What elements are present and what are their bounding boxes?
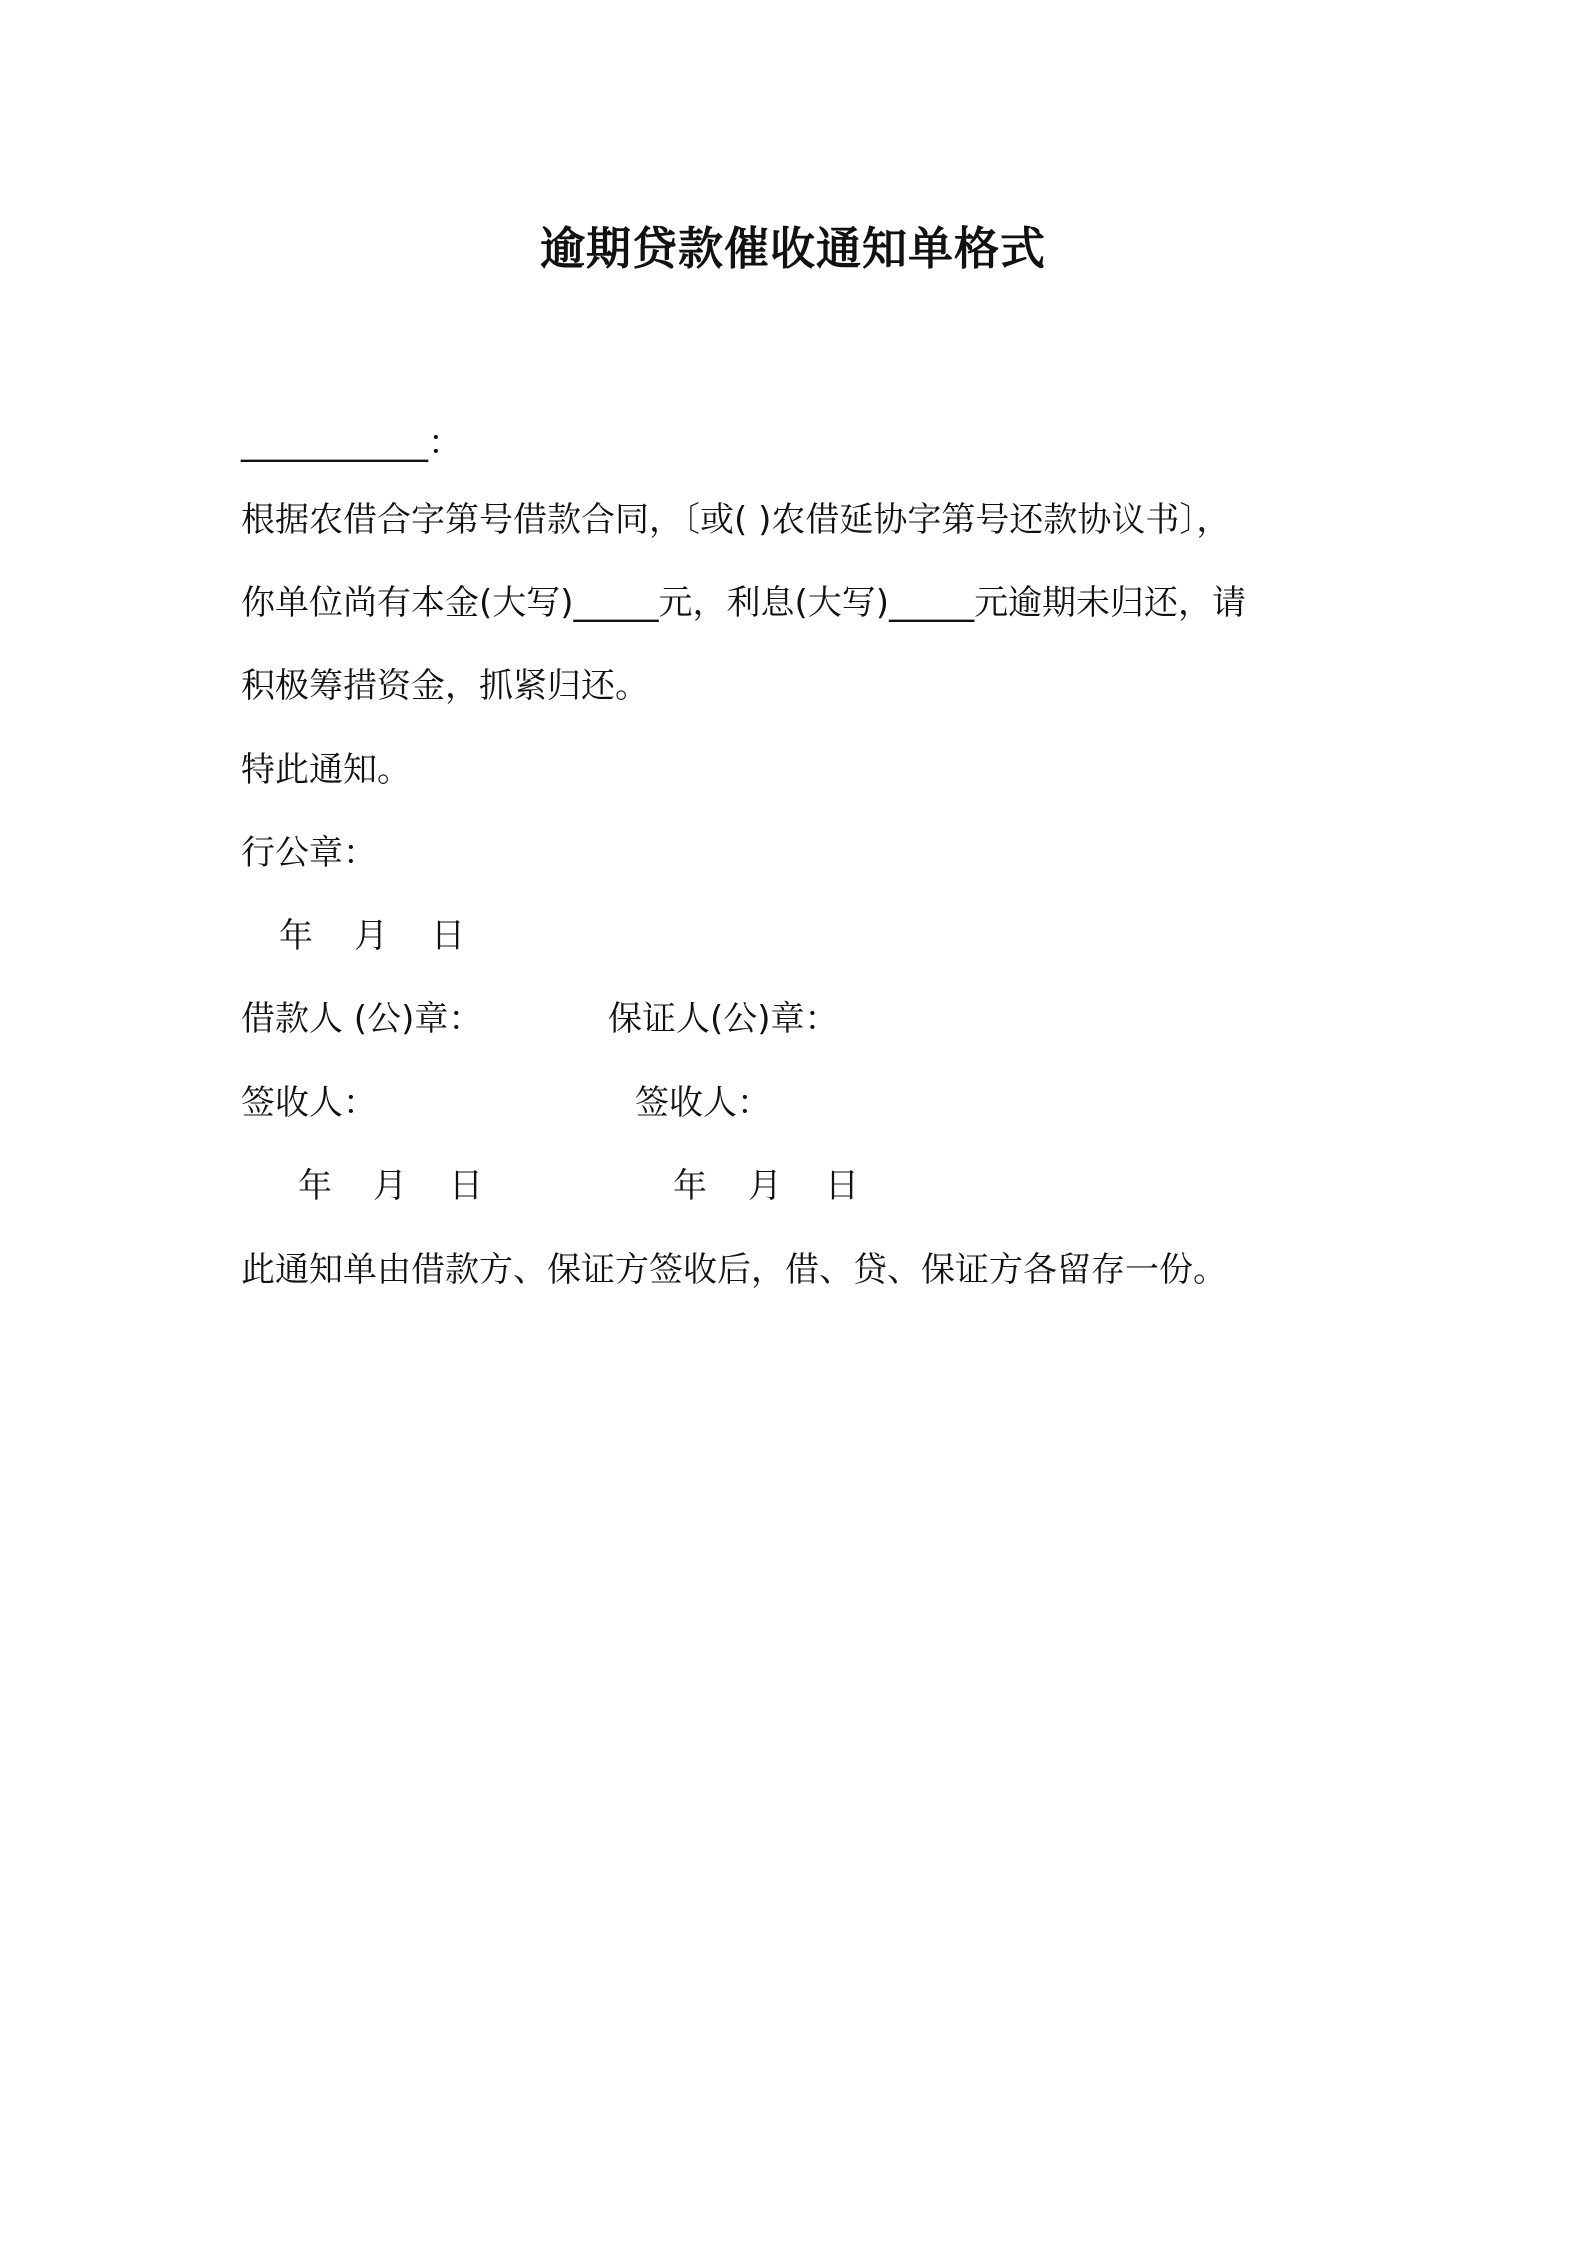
borrower-date-month: 月 [373, 1166, 407, 1206]
guarantor-seal-label: 保证人(公)章： [608, 999, 839, 1039]
borrower-seal-label: 借款人 (公)章： [241, 999, 483, 1039]
guarantor-date-month: 月 [748, 1166, 782, 1206]
guarantor-date-day: 日 [825, 1166, 859, 1206]
paragraph-line-3: 积极筹措资金，抓紧归还。 [241, 666, 649, 706]
guarantor-signer-label: 签收人： [635, 1083, 771, 1123]
overdue-text: 元逾期未归还，请 [974, 583, 1247, 623]
addressee-colon: ： [428, 423, 462, 463]
bank-seal-label: 行公章： [241, 833, 377, 873]
bank-date-year: 年 [279, 916, 313, 956]
bank-date-day: 日 [431, 916, 465, 956]
addressee-blank: ___________ [241, 423, 428, 463]
addressee-line [241, 420, 462, 466]
borrower-signer-label: 签收人： [241, 1083, 377, 1123]
interest-label: 元，利息(大写) [658, 583, 890, 623]
principal-label: 你单位尚有本金(大写) [241, 583, 574, 623]
footer-note: 此通知单由借款方、保证方签收后，借、贷、保证方各留存一份。 [241, 1250, 1227, 1290]
paragraph-line-2 [241, 580, 1246, 626]
paragraph-line-1: 根据农借合字第号借款合同，〔或( )农借延协字第号还款协议书〕， [241, 500, 1231, 540]
bank-date-month: 月 [354, 916, 388, 956]
borrower-date-day: 日 [449, 1166, 483, 1206]
notice-text: 特此通知。 [241, 750, 411, 790]
interest-blank: _____ [889, 583, 975, 623]
principal-blank: _____ [573, 583, 659, 623]
borrower-date-year: 年 [298, 1166, 332, 1206]
guarantor-date-year: 年 [673, 1166, 707, 1206]
document-title: 逾期贷款催收通知单格式 [539, 222, 1046, 275]
